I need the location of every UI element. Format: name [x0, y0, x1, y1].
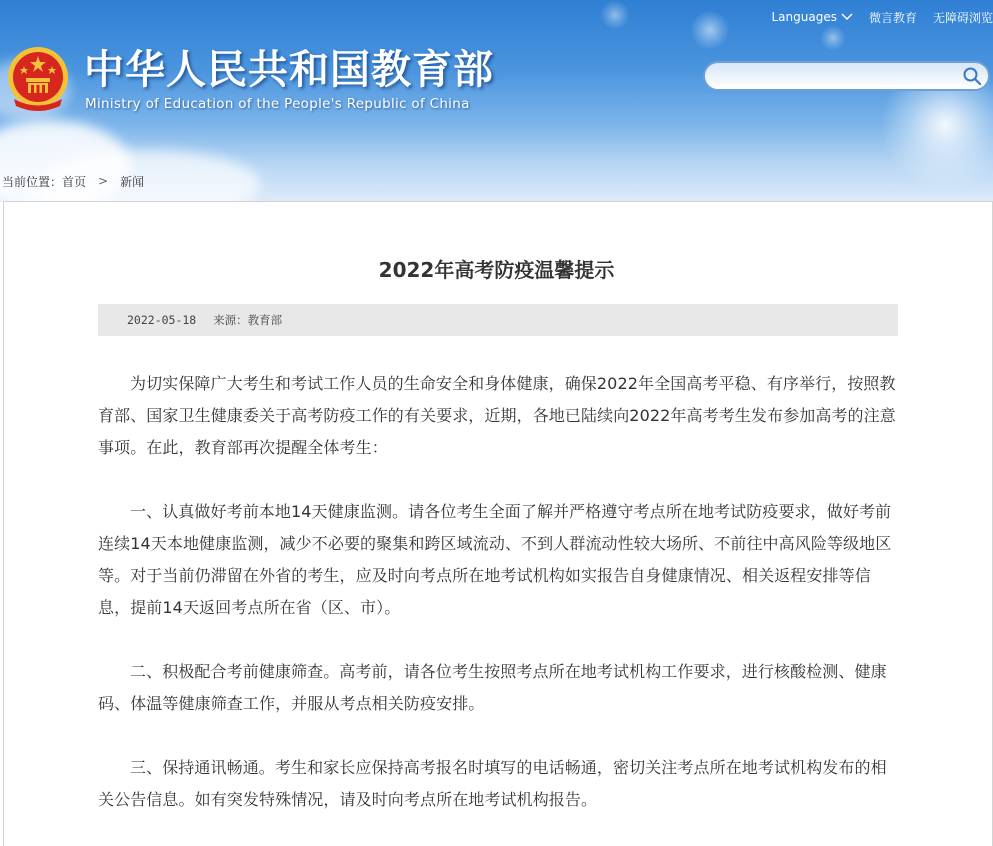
search-icon[interactable]	[962, 66, 982, 86]
breadcrumb	[2, 173, 144, 189]
article-source: 来源：教育部	[213, 313, 283, 327]
article-paragraph: 一、认真做好考前本地14天健康监测。请各位考生全面了解并严格遵守考点所在地考试防疫要求，做好考前连续14天本地健康监测，减少不必要的聚集和跨区域流动、不到人群流动性较大场所、不前往中高风险等级地区等。对于当前仍滞留在外省的考生，应及时向考点所在地考试机构如实报告自身健康情况、相关返程安排等信息，提前14天返回考点所在省（区、市）。	[98, 502, 892, 617]
weiyan-link[interactable]: 微言教育	[868, 10, 917, 25]
breadcrumb-prefix: 当前位置：	[2, 174, 63, 189]
dandelion-decoration	[820, 25, 846, 51]
breadcrumb-home-link[interactable]: 首页	[62, 174, 87, 189]
article-paragraph: 三、保持通讯畅通。考生和家长应保持高考报名时填写的电话畅通，密切关注考点所在地考试机构发布的相关公告信息。如有突发特殊情况，请及时向考点所在地考试机构报告。	[98, 758, 887, 809]
dandelion-decoration	[600, 0, 630, 30]
search-input[interactable]	[717, 67, 957, 85]
chevron-down-icon	[841, 13, 853, 21]
article-date: 2022-05-18	[127, 313, 197, 327]
dandelion-decoration	[690, 10, 730, 50]
languages-menu[interactable]	[771, 10, 852, 24]
article-meta	[98, 304, 898, 336]
breadcrumb-current[interactable]: 新闻	[120, 174, 145, 189]
article-paragraph: 二、积极配合考前健康筛查。高考前，请各位考生按照考点所在地考试机构工作要求，进行核酸检测、健康码、体温等健康筛查工作，并服从考点相关防疫安排。	[98, 662, 887, 713]
article-paragraph: 为切实保障广大考生和考试工作人员的生命安全和身体健康，确保2022年全国高考平稳、有序举行，按照教育部、国家卫生健康委关于高考防疫工作的有关要求，近期，各地已陆续向2022年高考考生发布参加高考的注意事项。在此，教育部再次提醒全体考生：	[98, 374, 896, 457]
languages-label: Languages	[771, 10, 837, 24]
breadcrumb-separator: >	[98, 174, 109, 188]
site-title[interactable]: 中华人民共和国教育部	[84, 47, 494, 93]
article-title: 2022年高考防疫温馨提示	[378, 258, 615, 282]
national-emblem-icon[interactable]	[6, 44, 70, 114]
site-header	[0, 0, 993, 202]
search-box[interactable]	[703, 61, 990, 91]
site-subtitle: Ministry of Education of the People's Republic of China	[85, 96, 470, 112]
accessibility-link[interactable]: 无障碍浏览	[932, 10, 993, 25]
top-links	[771, 8, 993, 26]
